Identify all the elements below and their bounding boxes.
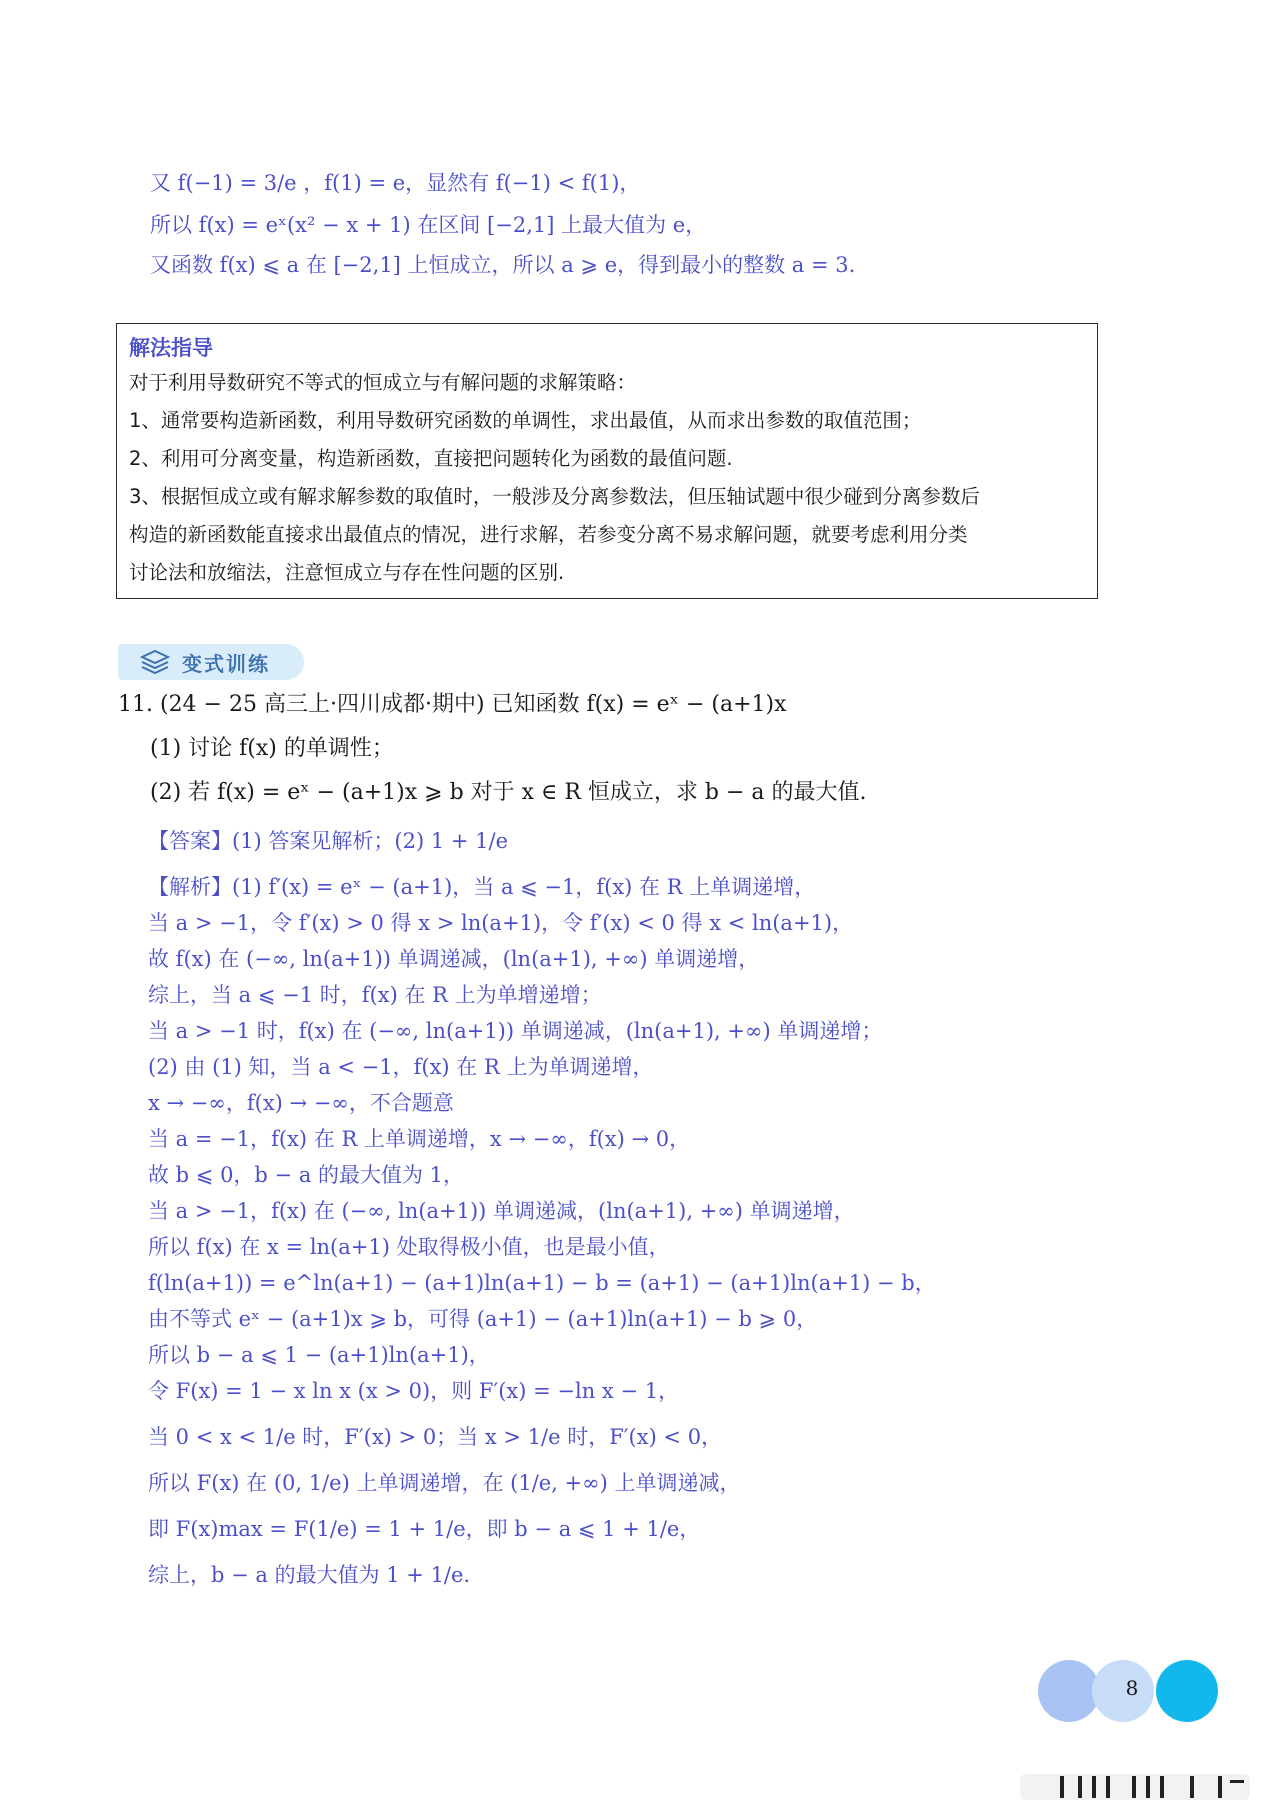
analysis-line: 故 b ⩽ 0，b − a 的最大值为 1， [148, 1163, 465, 1187]
analysis-line: 所以 F(x) 在 (0, 1/e) 上单调递增，在 (1/e, +∞) 上单调递减， [148, 1471, 741, 1495]
solution-line-3: 又函数 f(x) ⩽ a 在 [−2,1] 上恒成立，所以 a ⩾ e，得到最小的整数 a = 3. [150, 253, 856, 277]
analysis-line: 当 a = −1，f(x) 在 R 上单调递增，x → −∞，f(x) → 0， [148, 1127, 691, 1151]
layers-icon [140, 649, 170, 675]
analysis-line: 当 a > −1 时，f(x) 在 (−∞, ln(a+1)) 单调递减，(ln(a+1), +∞) 单调递增； [148, 1019, 883, 1043]
solution-line-2: 所以 f(x) = eˣ(x² − x + 1) 在区间 [−2,1] 上最大值为 e， [150, 213, 707, 237]
variant-training-label: 变式训练 [182, 651, 270, 676]
analysis-line: 当 a > −1，f(x) 在 (−∞, ln(a+1)) 单调递减，(ln(a+1), +∞) 单调递增， [148, 1199, 855, 1223]
problem-stem: 11. (24 − 25 高三上·四川成都·期中) 已知函数 f(x) = eˣ − (a+1)x [118, 692, 787, 717]
page-number: 8 [1125, 1676, 1139, 1700]
guide-line: 构造的新函数能直接求出最值点的情况，进行求解，若参变分离不易求解问题，就要考虑利用分类 [129, 523, 968, 546]
analysis-line: 所以 f(x) 在 x = ln(a+1) 处取得极小值，也是最小值， [148, 1235, 670, 1259]
analysis-line: 即 F(x)max = F(1/e) = 1 + 1/e，即 b − a ⩽ 1 + 1/e， [148, 1517, 701, 1541]
barcode-watermark [1020, 1770, 1260, 1804]
analysis-line: 综上，当 a ⩽ −1 时，f(x) 在 R 上为单增递增； [148, 983, 602, 1007]
analysis-line: 令 F(x) = 1 − x ln x (x > 0)，则 F′(x) = −ln x − 1， [148, 1379, 680, 1403]
analysis-line: 当 0 < x < 1/e 时，F′(x) > 0；当 x > 1/e 时，F′(x) < 0， [148, 1425, 723, 1449]
variant-training-tag [118, 644, 304, 680]
analysis-line: 所以 b − a ⩽ 1 − (a+1)ln(a+1)， [148, 1343, 490, 1367]
solution-line-1: 又 f(−1) = 3/e ，f(1) = e，显然有 f(−1) < f(1)， [150, 171, 641, 195]
problem-part-2: (2) 若 f(x) = eˣ − (a+1)x ⩾ b 对于 x ∈ R 恒成立，求 b − a 的最大值. [150, 780, 867, 805]
analysis-line: 由不等式 eˣ − (a+1)x ⩾ b，可得 (a+1) − (a+1)ln(a+1) − b ⩾ 0， [148, 1307, 818, 1331]
guide-line: 3、根据恒成立或有解求解参数的取值时，一般涉及分离参数法，但压轴试题中很少碰到分离参数后 [129, 485, 980, 508]
guide-line: 2、利用可分离变量，构造新函数，直接把问题转化为函数的最值问题. [129, 447, 733, 470]
answer-line: 【答案】(1) 答案见解析；(2) 1 + 1/e [148, 829, 509, 853]
guide-title: 解法指导 [129, 336, 213, 360]
analysis-line: 故 f(x) 在 (−∞, ln(a+1)) 单调递减，(ln(a+1), +∞) 单调递增， [148, 947, 760, 971]
page-circle-left [1038, 1660, 1100, 1722]
analysis-line: 当 a > −1，令 f′(x) > 0 得 x > ln(a+1)，令 f′(x) < 0 得 x < ln(a+1)， [148, 911, 854, 935]
guide-line: 1、通常要构造新函数，利用导数研究函数的单调性，求出最值，从而求出参数的取值范围； [129, 409, 922, 432]
guide-line: 对于利用导数研究不等式的恒成立与有解问题的求解策略： [129, 371, 637, 394]
analysis-line: 综上，b − a 的最大值为 1 + 1/e. [148, 1563, 471, 1587]
method-guide-box [116, 323, 1098, 599]
analysis-line: (2) 由 (1) 知，当 a < −1，f(x) 在 R 上为单调递增， [148, 1055, 654, 1079]
problem-part-1: (1) 讨论 f(x) 的单调性； [150, 736, 394, 761]
analysis-line: x → −∞，f(x) → −∞，不合题意 [148, 1091, 454, 1115]
analysis-line: f(ln(a+1)) = e^ln(a+1) − (a+1)ln(a+1) − b = (a+1) − (a+1)ln(a+1) − b， [148, 1271, 936, 1295]
analysis-line: 【解析】(1) f′(x) = eˣ − (a+1)，当 a ⩽ −1，f(x) 在 R 上单调递增， [148, 875, 816, 899]
guide-line: 讨论法和放缩法，注意恒成立与存在性问题的区别. [129, 561, 565, 584]
